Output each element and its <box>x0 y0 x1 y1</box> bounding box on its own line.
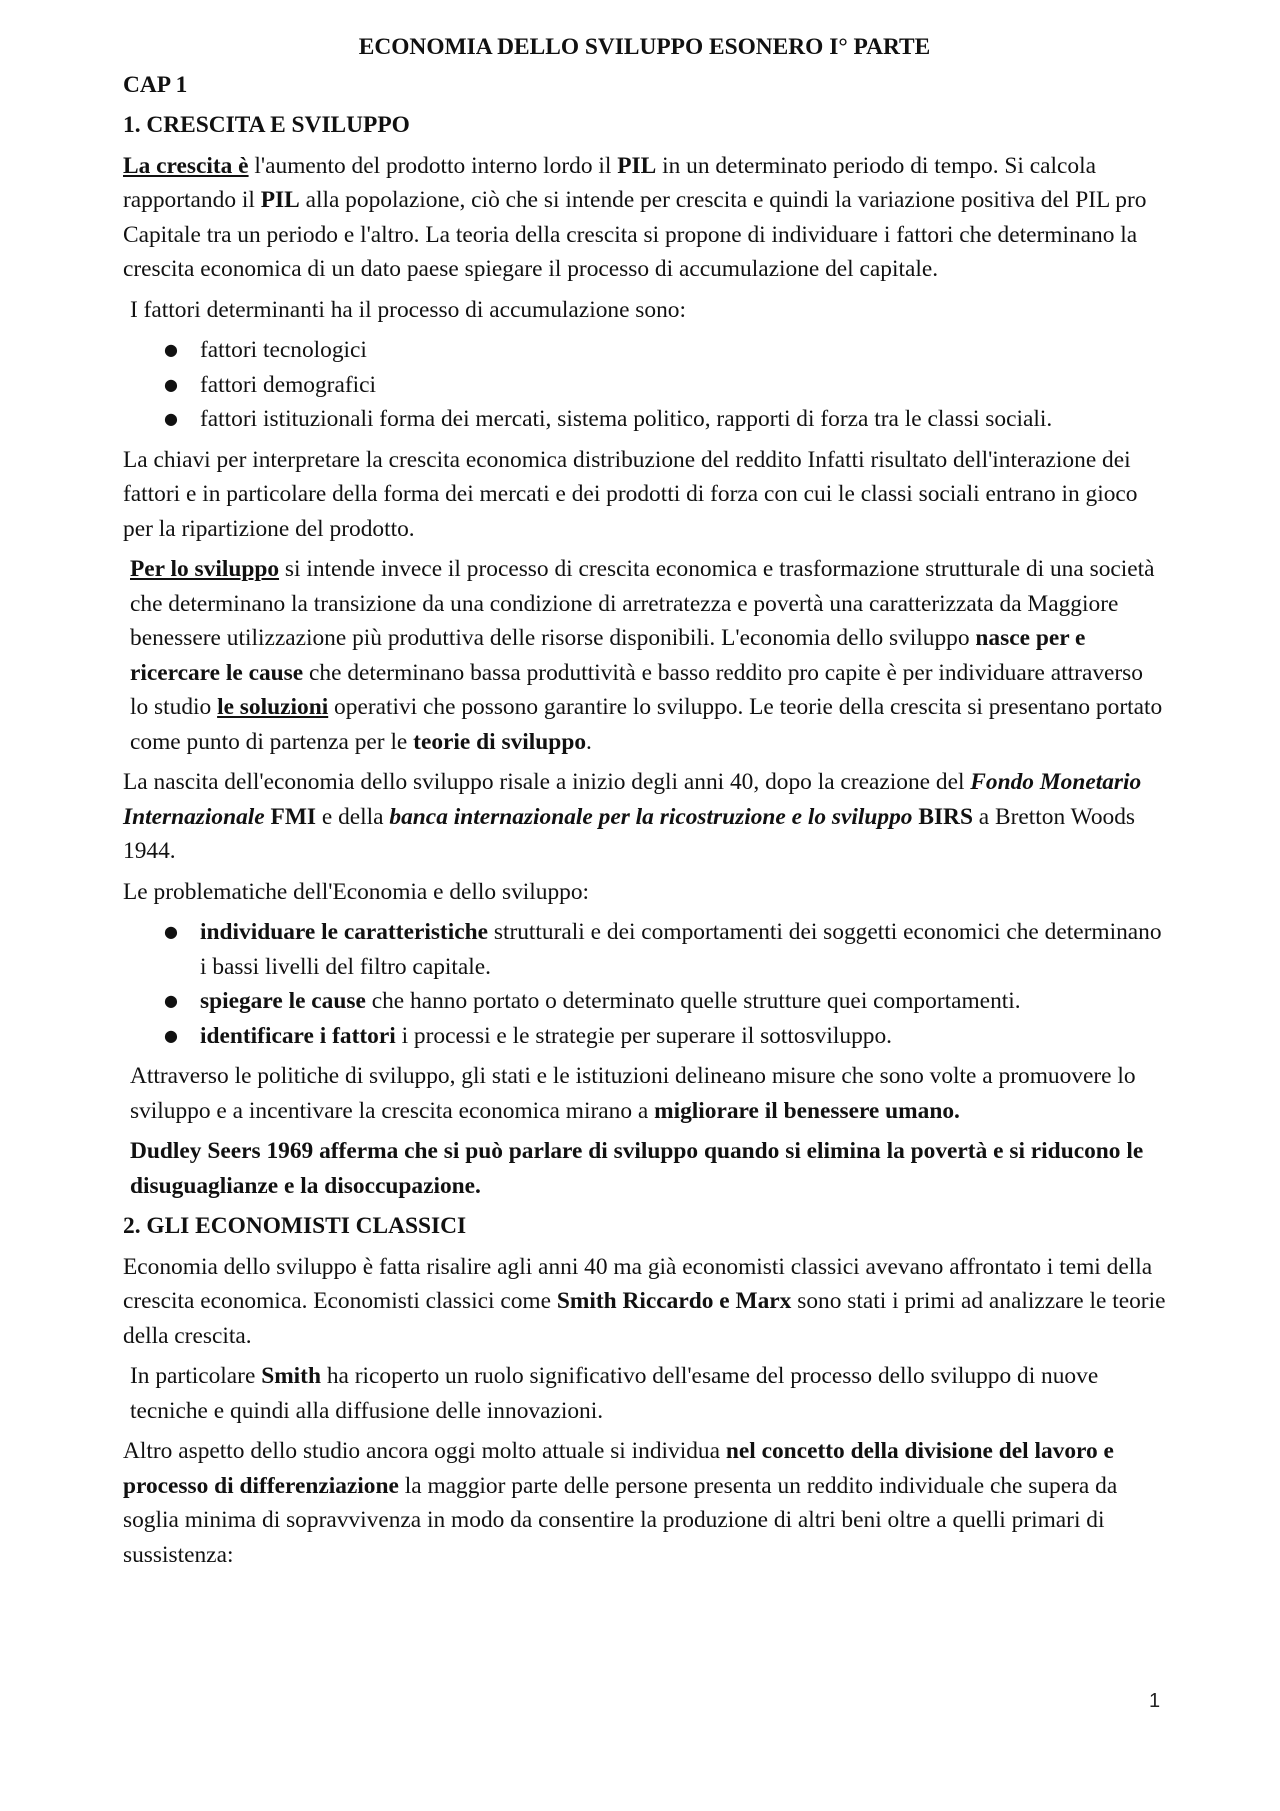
paragraph-divisione-lavoro: Altro aspetto dello studio ancora oggi molto attuale si individua nel concetto della divisione del lavoro e processo di differenziazione la maggior parte delle persone presenta un reddito individuale che supera da soglia minima di sopravvivenza in modo da consentire la produzione di altri beni oltre a quelli primari di sussistenza: <box>123 1438 1118 1568</box>
list-item: ● fattori tecnologici <box>123 333 1166 368</box>
paragraph-chiavi: La chiavi per interpretare la crescita economica distribuzione del reddito Infatti risultato dell'interazione dei fattori e in particolare della forma dei mercati e dei prodotti di forza con cui le classi sociali entrano in gioco per la ripartizione del prodotto. <box>123 446 1138 542</box>
list-item: ● spiegare le cause che hanno portato o determinato quelle strutture quei comportamenti. <box>123 984 1166 1019</box>
bullet-icon: ● <box>164 374 178 394</box>
paragraph-politiche: Attraverso le politiche di sviluppo, gli stati e le istituzioni delineano misure che sono volte a promuovere lo sviluppo e a incentivare la crescita economica mirano a migliorare il benessere umano. <box>130 1063 1136 1124</box>
paragraph-seers: Dudley Seers 1969 afferma che si può parlare di sviluppo quando si elimina la povertà e si riducono le disuguaglianze e la disoccupazione. <box>130 1138 1144 1199</box>
bullet-icon: ● <box>164 1025 178 1045</box>
paragraph-sviluppo: Per lo sviluppo si intende invece il processo di crescita economica e trasformazione strutturale di una società che determinano la transizione da una condizione di arretratezza e povertà una caratterizzata da Maggiore benessere utilizzazione più produttiva delle risorse disponibili. L'economia dello sviluppo nasce per e ricercare le cause che determinano bassa produttività e basso reddito pro capite è per individuare attraverso lo studio le soluzioni operativi che possono garantire lo sviluppo. Le teorie della crescita si presentano portato come punto di partenza per le teorie di sviluppo. <box>130 556 1163 755</box>
factors-list <box>123 333 1166 437</box>
term-crescita: La crescita è <box>123 152 249 179</box>
list-item: ● identificare i fattori i processi e le strategie per superare il sottosviluppo. <box>123 1019 1166 1054</box>
chapter-heading: CAP 1 <box>123 71 188 98</box>
document-title: ECONOMIA DELLO SVILUPPO ESONERO I° PARTE <box>358 34 931 60</box>
bullet-icon: ● <box>164 991 178 1010</box>
paragraph-nascita: La nascita dell'economia dello sviluppo risale a inizio degli anni 40, dopo la creazione del Fondo Monetario Internazionale FMI e della banca internazionale per la ricostruzione e lo sviluppo BIRS a Bretton Woods 1944. <box>123 769 1142 864</box>
document-page <box>123 30 1166 1578</box>
bullet-icon: ● <box>164 340 178 359</box>
paragraph-fattori-intro: I fattori determinanti ha il processo di accumulazione sono: <box>130 296 686 323</box>
list-item: ● fattori istituzionali forma dei mercati, sistema politico, rapporti di forza tra le classi sociali. <box>123 402 1166 437</box>
problems-list <box>123 915 1166 1053</box>
bullet-icon: ● <box>164 922 178 941</box>
section-heading-1: 1. CRESCITA E SVILUPPO <box>123 112 410 138</box>
paragraph-classici: Economia dello sviluppo è fatta risalire agli anni 40 ma già economisti classici avevano affrontato i temi della crescita economica. Economisti classici come Smith Riccardo e Marx sono stati i primi ad analizzare le teorie della crescita. <box>123 1253 1166 1349</box>
paragraph-problematiche-intro: Le problematiche dell'Economia e dello sviluppo: <box>123 878 590 905</box>
term-sviluppo: Per lo sviluppo <box>130 556 280 582</box>
section-heading-2: 2. GLI ECONOMISTI CLASSICI <box>123 1213 467 1239</box>
page-number: 1 <box>1149 1690 1161 1712</box>
paragraph-crescita: La crescita è l'aumento del prodotto interno lordo il PIL in un determinato periodo di tempo. Si calcola rapportando il PIL alla popolazione, ciò che si intende per crescita e quindi la variazione positiva del PIL pro Capitale tra un periodo e l'altro. La teoria della crescita si propone di individuare i fattori che determinano la crescita economica di un dato paese spiegare il processo di accumulazione del capitale. <box>123 152 1147 282</box>
list-item: ● individuare le caratteristiche strutturali e dei comportamenti dei soggetti economici che determinano i bassi livelli del filtro capitale. <box>123 915 1166 984</box>
list-item: ● fattori demografici <box>123 368 1166 403</box>
paragraph-smith: In particolare Smith ha ricoperto un ruolo significativo dell'esame del processo dello sviluppo di nuove tecniche e quindi alla diffusione delle innovazioni. <box>130 1363 1099 1424</box>
bullet-icon: ● <box>164 409 178 428</box>
